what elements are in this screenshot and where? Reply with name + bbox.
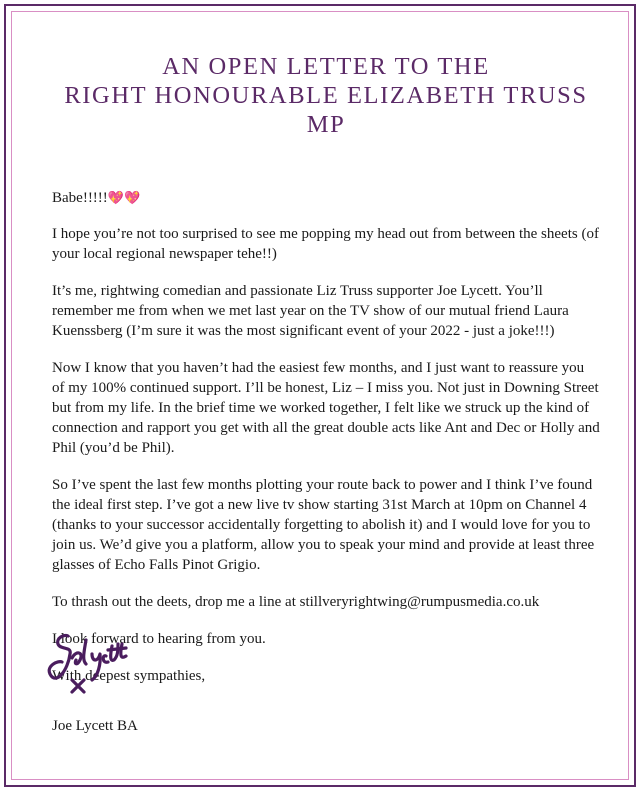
paragraph-contact: To thrash out the deets, drop me a line at stillveryrightwing@rumpusmedia.co.uk — [52, 594, 540, 610]
paragraph-invitation: So I’ve spent the last few months plotting your route back to power and I think I’ve found the ideal first step. I’ve got a new live tv show starting 31st March at 10pm on Channel 4 (thanks to your successor accidentally forgetting to abolish it) and I would love for you to join us. We’d give you a platform, allow you to speak your mind and provide at least three glasses of Echo Falls Pinot Grigio. — [52, 477, 595, 573]
paragraph-intro: I hope you’re not too surprised to see me popping my head out from between the sheets (of your local regional newspaper tehe!!) — [52, 226, 599, 262]
sparkling-heart-icon: 💖💖 — [107, 191, 141, 206]
title-line-2: RIGHT HONOURABLE ELIZABETH TRUSS MP — [64, 82, 588, 138]
letter-title — [52, 52, 600, 139]
letter-body — [52, 52, 600, 703]
paragraph-closing: I look forward to hearing from you. — [52, 631, 266, 647]
valediction: With deepest sympathies, — [52, 668, 206, 684]
greeting-text: Babe!!!!! — [52, 190, 108, 206]
signer-name: Joe Lycett BA — [52, 718, 138, 734]
title-line-1: AN OPEN LETTER TO THE — [162, 53, 490, 80]
greeting — [52, 188, 600, 209]
paragraph-introduction: It’s me, rightwing comedian and passionate Liz Truss supporter Joe Lycett. You’ll remember me from when we met last year on the TV show of our mutual friend Laura Kuenssberg (I’m sure it was the most significant event of your 2022 - just a joke!!!) — [52, 283, 569, 339]
handwritten-signature — [46, 630, 166, 708]
paragraph-support: Now I know that you haven’t had the easiest few months, and I just want to reassure you of my 100% continued support. I’ll be honest, Liz – I miss you. Not just in Downing Street but from my life. In the brief time we worked together, I felt like we struck up the kind of connection and rapport you get with all the great double acts like Ant and Dec or Holly and Phil (you’d be Phil). — [52, 360, 600, 456]
